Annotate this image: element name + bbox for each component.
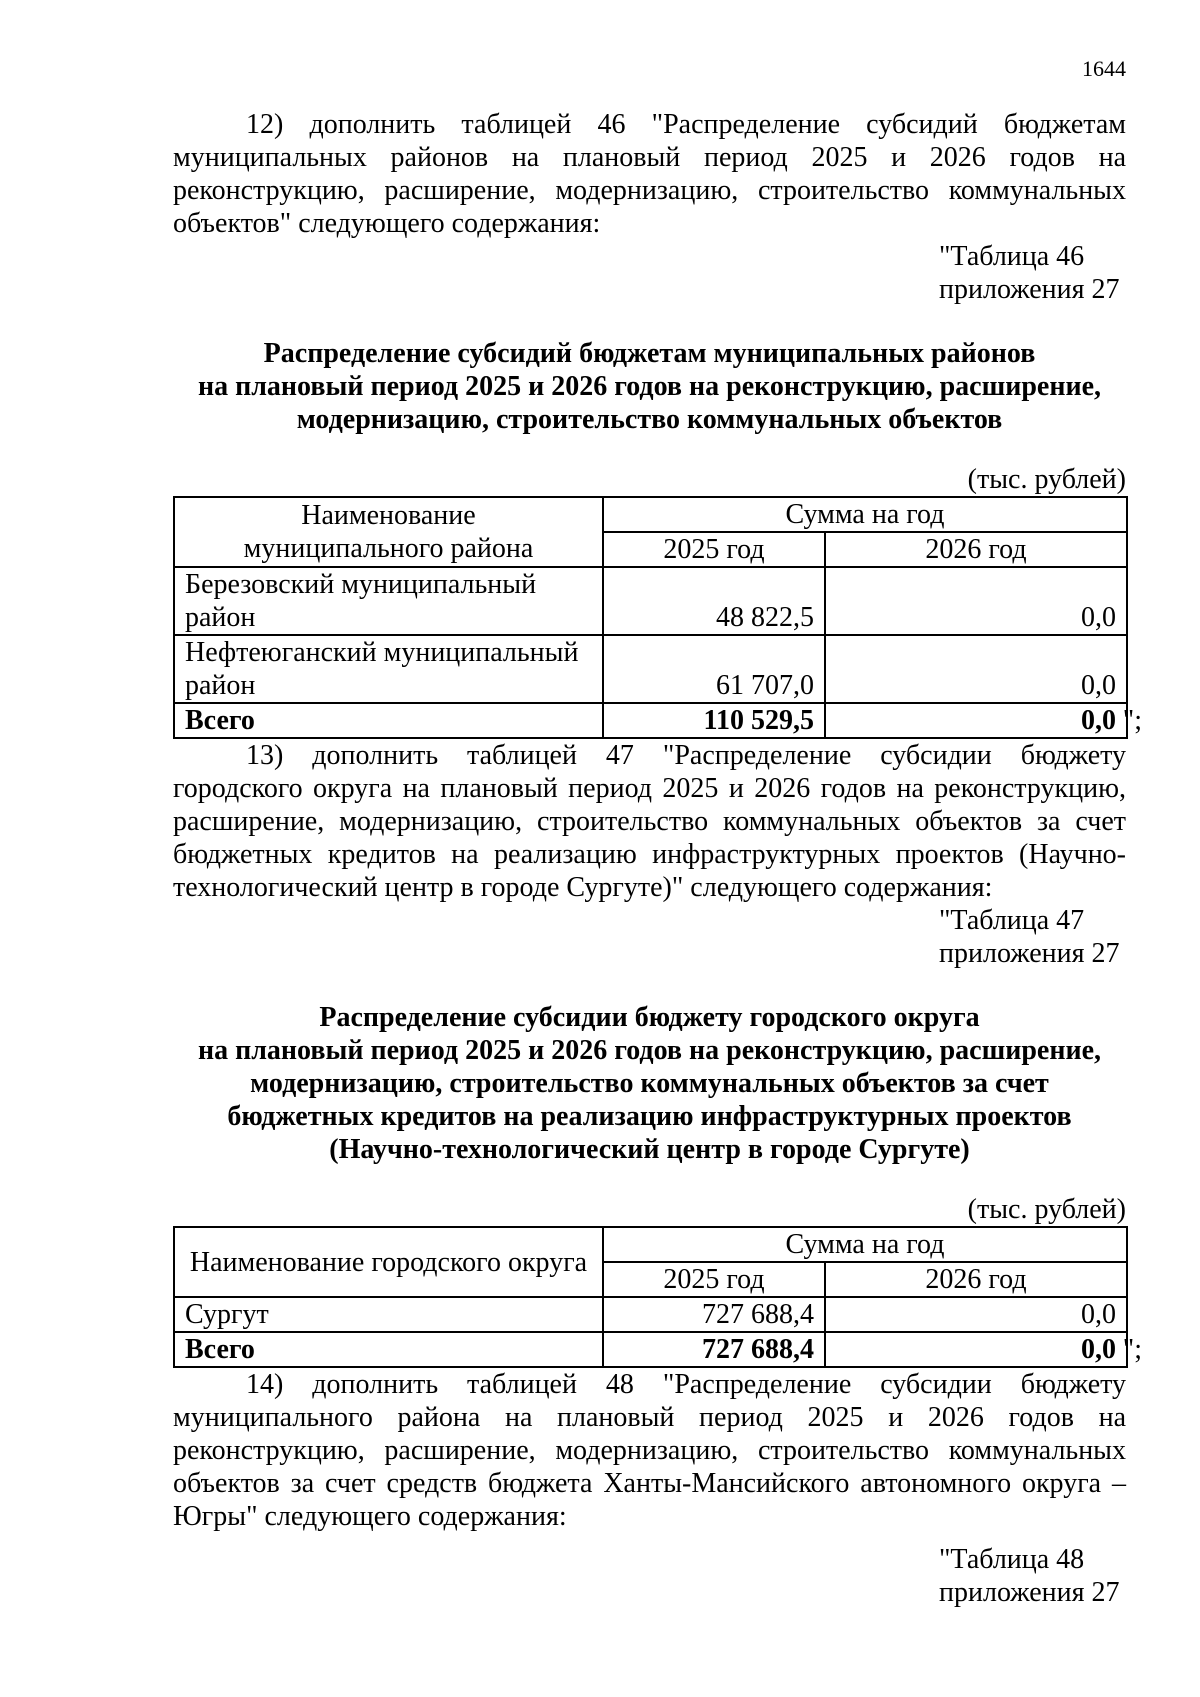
table-46 — [173, 496, 1143, 739]
table-ref-line: "Таблица 48 — [939, 1544, 1085, 1575]
total-label: Всего — [174, 1332, 603, 1367]
section-12-text: 12) дополнить таблицей 46 "Распределение субсидий бюджетам муниципальных районов на плановый период 2025 и 2026 годов на реконструкцию, расширение, модернизацию, строительство коммунальных объектов" следующего содержания: — [173, 109, 1126, 239]
heading-line: на плановый период 2025 и 2026 годов на реконструкцию, расширение, — [197, 371, 1102, 402]
table-47 — [173, 1226, 1143, 1368]
closing-quote-mark: "; — [1122, 1334, 1143, 1365]
name-column-header: Наименование городского округа — [174, 1227, 603, 1297]
total-2026: 0,0 — [1081, 1334, 1117, 1365]
table-row — [174, 567, 1127, 635]
table-row — [174, 635, 1127, 703]
table-ref-line: "Таблица 47 — [939, 905, 1085, 936]
value-2025: 48 822,5 — [603, 567, 825, 635]
heading-line: бюджетных кредитов на реализацию инфраструктурных проектов — [227, 1101, 1072, 1132]
table-row — [174, 1297, 1127, 1332]
district-name: Нефтеюганский муниципальный район — [174, 635, 603, 703]
closing-quote-mark: "; — [1122, 705, 1143, 736]
total-2026-cell — [825, 1332, 1143, 1367]
units-label: (тыс. рублей) — [967, 464, 1126, 495]
sum-column-header: Сумма на год — [603, 1227, 1127, 1262]
year-2025-header: 2025 год — [603, 532, 825, 567]
value-2026: 0,0 — [825, 1297, 1127, 1332]
table-47-heading — [173, 1001, 1126, 1166]
value-2025: 727 688,4 — [603, 1297, 825, 1332]
table-ref-line: приложения 27 — [939, 274, 1120, 305]
page-number: 1644 — [1082, 56, 1126, 81]
table-46-heading — [173, 337, 1126, 436]
document-page — [173, 0, 1143, 1609]
section-14-text: 14) дополнить таблицей 48 "Распределение субсидии бюджету муниципального района на плановый период 2025 и 2026 годов на реконструкцию, расширение, модернизацию, строительство коммунальных объектов за счет средств бюджета Ханты-Мансийского автономного округа – Югры" следующего содержания: — [173, 1369, 1126, 1532]
total-row — [174, 1332, 1127, 1367]
year-2026-header: 2026 год — [825, 1262, 1127, 1297]
heading-line: Распределение субсидии бюджету городского округа — [319, 1002, 980, 1033]
total-2025: 727 688,4 — [603, 1332, 825, 1367]
table-46-reference — [939, 240, 1126, 306]
table-ref-line: приложения 27 — [939, 1577, 1120, 1608]
total-2026: 0,0 — [1081, 705, 1117, 736]
heading-line: модернизацию, строительство коммунальных объектов за счет — [250, 1068, 1049, 1099]
heading-line: Распределение субсидий бюджетам муниципальных районов — [263, 338, 1036, 369]
value-2026: 0,0 — [825, 567, 1127, 635]
value-2025: 61 707,0 — [603, 635, 825, 703]
table-47-reference — [939, 904, 1126, 970]
heading-line: на плановый период 2025 и 2026 годов на реконструкцию, расширение, — [197, 1035, 1102, 1066]
table-ref-line: приложения 27 — [939, 938, 1120, 969]
total-2026-cell — [825, 703, 1143, 738]
table-48-reference — [939, 1543, 1126, 1609]
district-name: Сургут — [174, 1297, 603, 1332]
district-name: Березовский муниципальный район — [174, 567, 603, 635]
table-ref-line: "Таблица 46 — [939, 241, 1085, 272]
sum-column-header: Сумма на год — [603, 497, 1127, 532]
heading-line: модернизацию, строительство коммунальных объектов — [296, 404, 1003, 435]
year-2026-header: 2026 год — [825, 532, 1127, 567]
total-2025: 110 529,5 — [603, 703, 825, 738]
section-13-text: 13) дополнить таблицей 47 "Распределение субсидии бюджету городского округа на плановый период 2025 и 2026 годов на реконструкцию, расширение, модернизацию, строительство коммунальных объектов за счет бюджетных кредитов на реализацию инфраструктурных проектов (Научно-технологический центр в городе Сургуте)" следующего содержания: — [173, 740, 1126, 903]
total-label: Всего — [174, 703, 603, 738]
heading-line: (Научно-технологический центр в городе Сургуте) — [329, 1134, 970, 1165]
name-column-header: Наименование муниципального района — [174, 497, 603, 567]
value-2026: 0,0 — [825, 635, 1127, 703]
year-2025-header: 2025 год — [603, 1262, 825, 1297]
units-label: (тыс. рублей) — [967, 1194, 1126, 1225]
total-row — [174, 703, 1127, 738]
